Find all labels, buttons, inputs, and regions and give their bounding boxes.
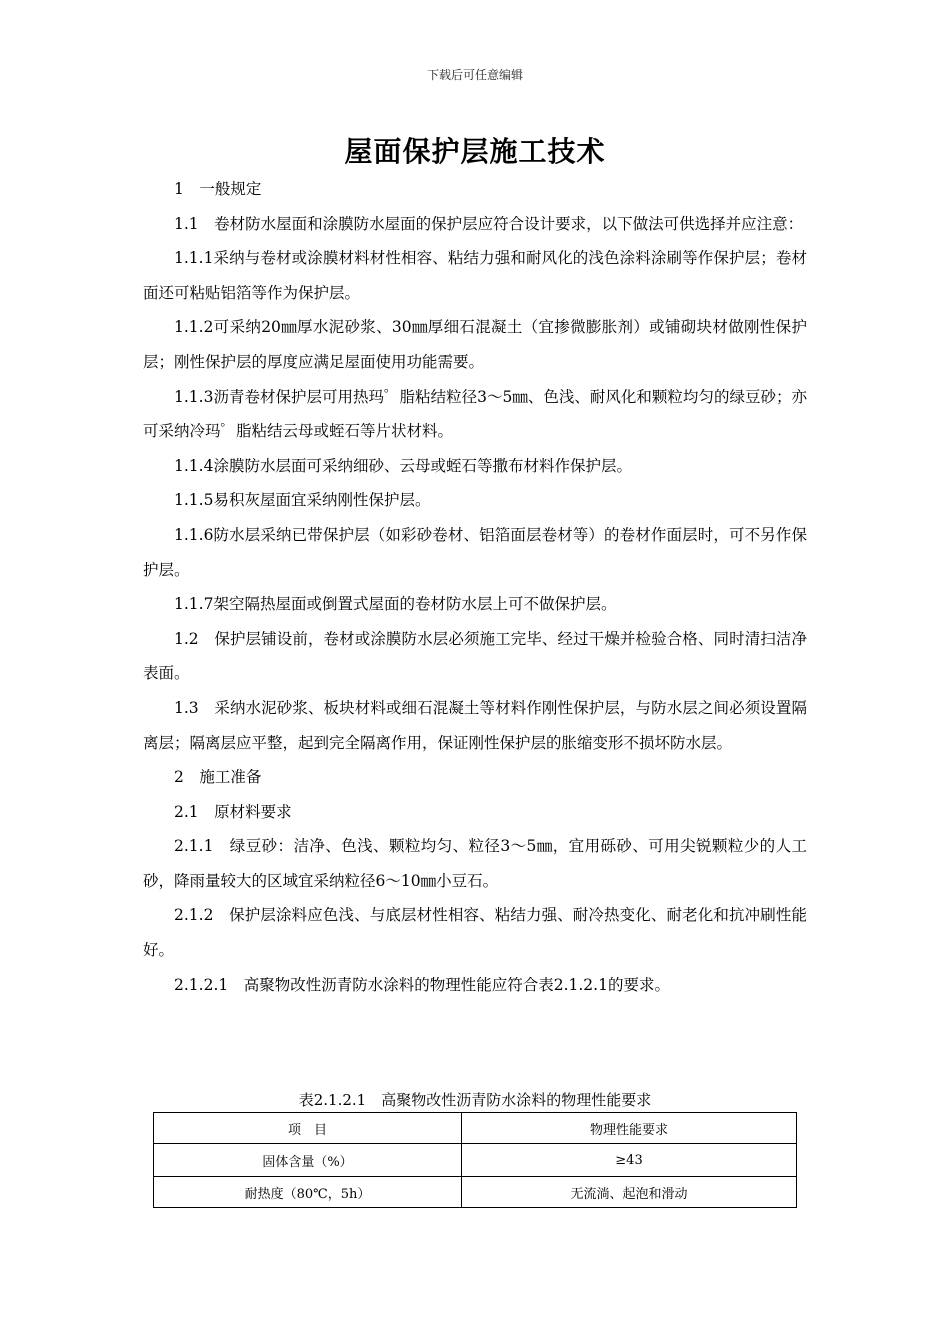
paragraph: 1.1.5易积灰屋面宜采纳刚性保护层。 xyxy=(174,491,431,510)
table-row xyxy=(154,1144,797,1177)
table-header-cell: 项 目 xyxy=(154,1113,462,1144)
paragraph: 2.1.1 绿豆砂：洁净、色浅、颗粒均匀、粒径3～5㎜，宜用砾砂、可用尖锐颗粒少的人工砂，降雨量较大的区域宜采纳粒径6～10㎜小豆石。 xyxy=(143,837,807,890)
paragraph: 1.1.4涂膜防水层面可采纳细砂、云母或蛭石等撒布材料作保护层。 xyxy=(174,456,632,475)
paragraph: 2.1.2 保护层涂料应色浅、与底层材性相容、粘结力强、耐冷热变化、耐老化和抗冲刷性能好。 xyxy=(143,906,807,960)
paragraph: 1.1.6防水层采纳已带保护层（如彩砂卷材、铝箔面层卷材等）的卷材作面层时，可不另作保护层。 xyxy=(143,525,807,579)
paragraph: 1 一般规定 xyxy=(174,180,262,198)
table-cell: 固体含量（%） xyxy=(154,1144,462,1177)
document-body xyxy=(143,172,807,1002)
paragraph: 1.1.2可采纳20㎜厚水泥砂浆、30㎜厚细石混凝土（宜掺微膨胀剂）或铺砌块材做刚性保护层；刚性保护层的厚度应满足屋面使用功能需要。 xyxy=(143,318,807,371)
table-caption: 表2.1.2.1 高聚物改性沥青防水涂料的物理性能要求 xyxy=(298,1091,652,1109)
properties-table xyxy=(153,1112,797,1208)
paragraph: 1.1.3沥青卷材保护层可用热玛゜脂粘结粒径3～5㎜、色浅、耐风化和颗粒均匀的绿豆砂；亦可采纳冷玛゜脂粘结云母或蛭石等片状材料。 xyxy=(143,387,807,441)
paragraph: 1.1 卷材防水屋面和涂膜防水屋面的保护层应符合设计要求，以下做法可供选择并应注意： xyxy=(174,214,804,233)
document-title: 屋面保护层施工技术 xyxy=(344,135,606,168)
table-row xyxy=(154,1177,797,1208)
paragraph: 2.1.2.1 高聚物改性沥青防水涂料的物理性能应符合表2.1.2.1的要求。 xyxy=(174,975,670,994)
table-cell: ≥43 xyxy=(462,1144,797,1177)
paragraph: 1.2 保护层铺设前，卷材或涂膜防水层必须施工完毕、经过干燥并检验合格、同时清扫洁净表面。 xyxy=(143,629,807,683)
paragraph: 1.1.7架空隔热屋面或倒置式屋面的卷材防水层上可不做保护层。 xyxy=(174,595,617,614)
table-header-cell: 物理性能要求 xyxy=(462,1113,797,1144)
header-note: 下载后可任意编辑 xyxy=(426,68,523,82)
paragraph: 1.1.1采纳与卷材或涂膜材料材性相容、粘结力强和耐风化的浅色涂料涂刷等作保护层；卷材面还可粘贴铝箔等作为保护层。 xyxy=(143,249,807,302)
table-header-row xyxy=(154,1113,797,1144)
table-cell: 无流淌、起泡和滑动 xyxy=(462,1177,797,1208)
paragraph: 2 施工准备 xyxy=(174,768,262,787)
table-cell: 耐热度（80℃，5h） xyxy=(154,1177,462,1208)
paragraph: 2.1 原材料要求 xyxy=(174,802,292,821)
paragraph: 1.3 采纳水泥砂浆、板块材料或细石混凝土等材料作刚性保护层，与防水层之间必须设置隔离层；隔离层应平整，起到完全隔离作用，保证刚性保护层的胀缩变形不损坏防水层。 xyxy=(143,698,807,752)
